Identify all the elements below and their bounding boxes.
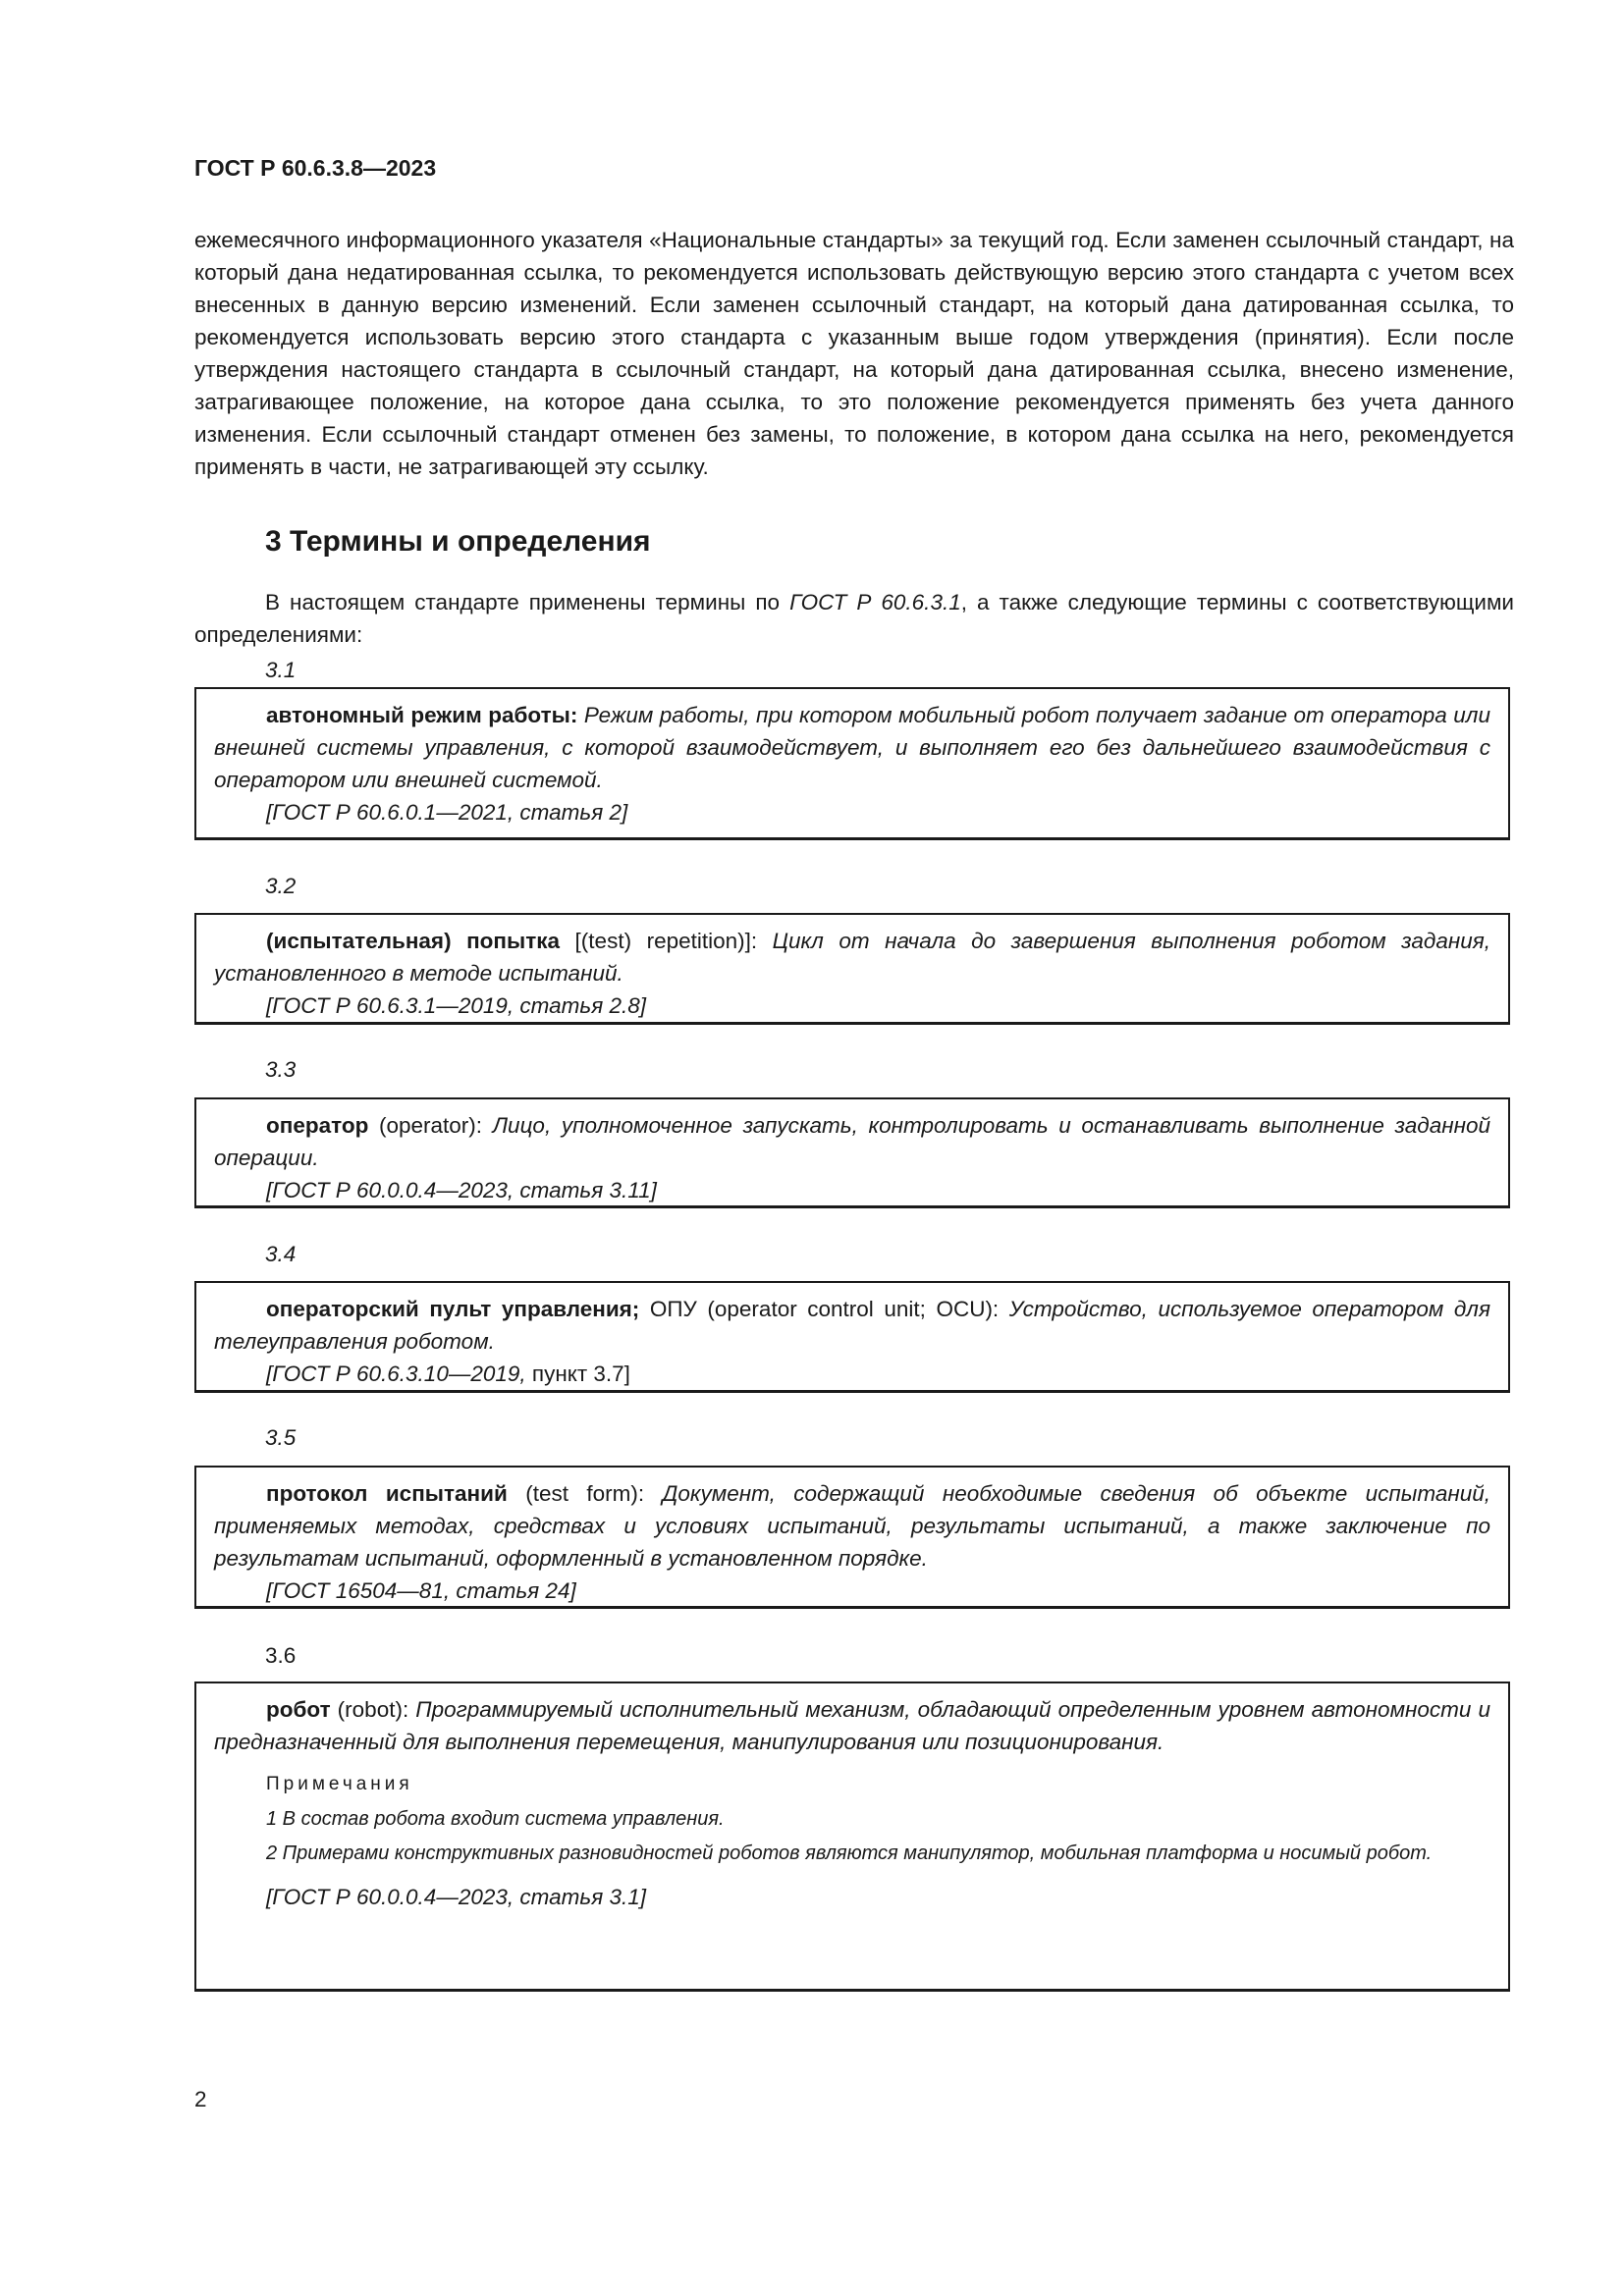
term-extra: ОПУ (operator control unit; OCU): — [639, 1297, 1000, 1321]
term-name: протокол испытаний — [266, 1481, 508, 1506]
term-box — [194, 687, 1510, 840]
term-box — [194, 913, 1510, 1025]
term-number: 3.4 — [265, 1242, 297, 1266]
note-item: 1 В состав робота входит система управления. — [266, 1808, 725, 1830]
term-definition: Цикл от начала до завершения выполнения роботом задания, установленного в методе испытаний. — [214, 929, 1490, 986]
term-definition: Документ, содержащий необходимые сведения об объекте испытаний, применяемых методах, средствах и условиях испытаний, результаты испытаний, а также заключение по результатам испытаний, оформленный в установленном порядке. — [214, 1481, 1490, 1571]
term-definition: Лицо, уполномоченное запускать, контролировать и останавливать выполнение заданной операции. — [214, 1113, 1490, 1170]
section-title: 3 Термины и определения — [265, 525, 651, 558]
term-source-tail: пункт 3.7] — [525, 1362, 630, 1386]
notes-title: Примечания — [266, 1774, 413, 1794]
note-item: 2 Примерами конструктивных разновидностей роботов являются манипулятор, мобильная платформа и носимый робот. — [266, 1842, 1433, 1864]
term-extra: (test form): — [507, 1481, 645, 1506]
term-number: 3.3 — [265, 1057, 297, 1082]
document-header: ГОСТ Р 60.6.3.8—2023 — [194, 155, 437, 181]
term-name: оператор — [266, 1113, 369, 1138]
term-number: 3.5 — [265, 1425, 297, 1450]
term-box — [194, 1097, 1510, 1208]
term-source: [ГОСТ Р 60.0.0.4—2023, статья 3.11] — [266, 1178, 657, 1202]
term-source: [ГОСТ Р 60.6.3.10—2019, — [266, 1362, 526, 1386]
term-source: [ГОСТ Р 60.0.0.4—2023, статья 3.1] — [266, 1885, 647, 1909]
intro-reference: ГОСТ Р 60.6.3.1 — [789, 590, 961, 614]
intro-text: , а также следующие термины с соответствующими определениями: — [194, 590, 1514, 647]
page-number: 2 — [194, 2087, 207, 2111]
term-definition: Режим работы, при котором мобильный робот получает задание от оператора или внешней системы управления, с которой взаимодействует, и выполняет его без дальнейшего взаимодействия с оператором или внешней системой. — [214, 703, 1490, 792]
term-extra: [(test) repetition)]: — [560, 929, 758, 953]
term-box — [194, 1682, 1510, 1992]
intro-text: В настоящем стандарте применены термины по — [265, 590, 790, 614]
term-source: [ГОСТ Р 60.6.3.1—2019, статья 2.8] — [266, 993, 647, 1018]
term-definition: Устройство, используемое оператором для телеуправления роботом. — [214, 1297, 1491, 1354]
term-box — [194, 1466, 1510, 1609]
term-number: 3.2 — [265, 874, 297, 898]
term-box — [194, 1281, 1510, 1393]
term-name: операторский пульт управления; — [266, 1297, 640, 1321]
term-name: автономный режим работы: — [266, 703, 578, 727]
body-paragraph: ежемесячного информационного указателя «Национальные стандарты» за текущий год. Если заменен ссылочный стандарт, на который дана недатированная ссылка, то рекомендуется использовать действующую версию этого стандарта с учетом всех внесенных в данную версию изменений. Если заменен ссылочный стандарт, на который дана датированная ссылка, то рекомендуется использовать версию этого стандарта с указанным выше годом утверждения (принятия). Если после утверждения настоящего стандарта в ссылочный стандарт, на который дана датированная ссылка, внесено изменение, затрагивающее положение, на которое дана ссылка, то это положение рекомендуется применять без учета данного изменения. Если ссылочный стандарт отменен без замены, то положение, в котором дана ссылка на него, рекомендуется применять в части, не затрагивающей эту ссылку. — [194, 228, 1514, 479]
term-number: 3.1 — [265, 658, 297, 682]
term-extra: (operator): — [368, 1113, 482, 1138]
term-definition: Программируемый исполнительный механизм, обладающий определенным уровнем автономности и предназначенный для выполнения перемещения, манипулирования или позиционирования. — [214, 1697, 1490, 1754]
term-source: [ГОСТ Р 60.6.0.1—2021, статья 2] — [266, 800, 628, 825]
term-source: [ГОСТ 16504—81, статья 24] — [266, 1578, 576, 1603]
term-extra: (robot): — [330, 1697, 409, 1722]
section-intro — [194, 586, 1514, 651]
term-name: робот — [266, 1697, 331, 1722]
term-name: (испытательная) попытка — [266, 929, 561, 953]
term-number: 3.6 — [265, 1643, 297, 1668]
